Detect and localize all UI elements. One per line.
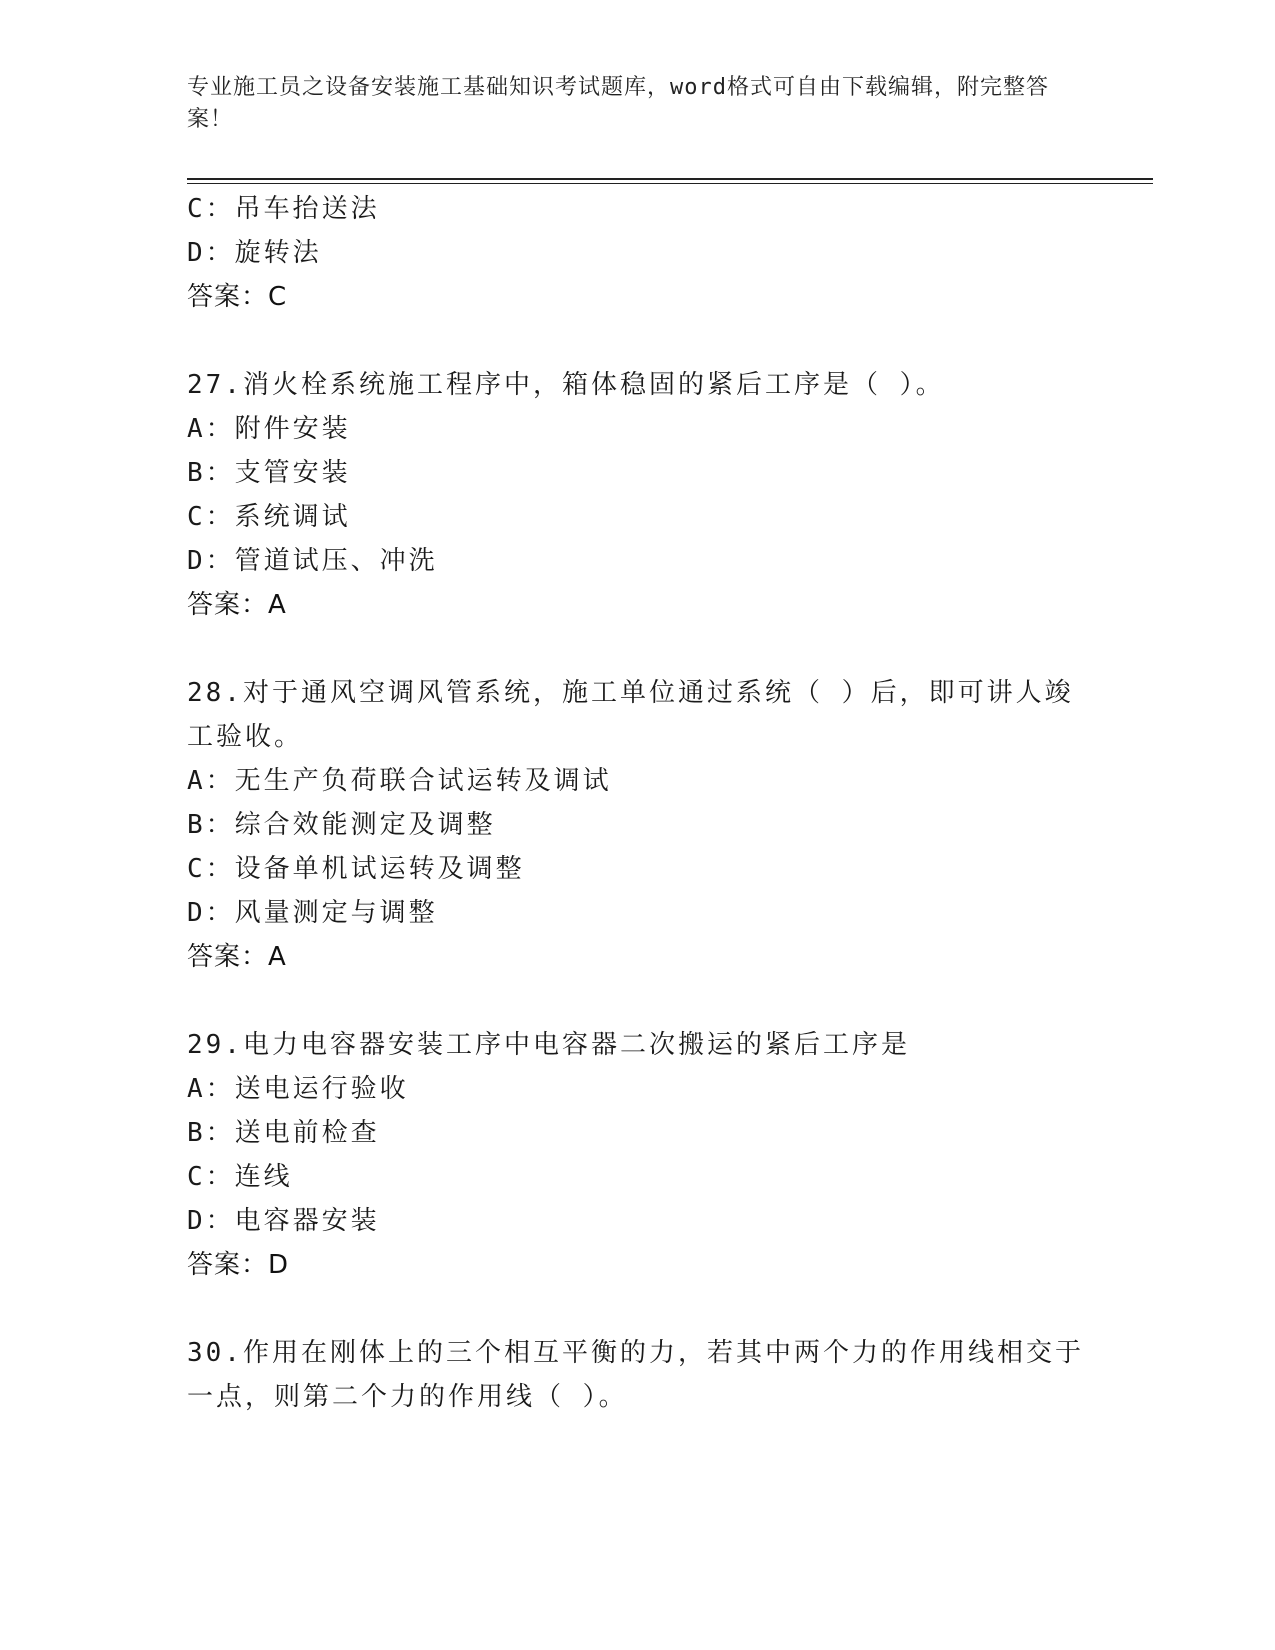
q29-option-a: A：送电运行验收 [187,1074,409,1104]
header-divider-thick [187,178,1153,180]
q26-answer: 答案：C [187,282,288,312]
q27-stem: 27.消火栓系统施工程序中，箱体稳固的紧后工序是（ ）。 [187,370,945,400]
q28-option-d: D：风量测定与调整 [187,898,438,928]
q29-option-c: C：连线 [187,1162,293,1192]
q28-option-c: C：设备单机试运转及调整 [187,854,525,884]
q27-option-b: B：支管安装 [187,458,351,488]
q27-option-d: D：管道试压、冲洗 [187,546,438,576]
q29-answer: 答案：D [187,1250,290,1280]
q26-option-c: C：吊车抬送法 [187,194,380,224]
q27-option-a: A：附件安装 [187,414,351,444]
q28-stem-line1: 28.对于通风空调风管系统，施工单位通过系统（ ）后，即可讲人竣 [187,678,1074,708]
q28-stem-line2: 工验收。 [187,722,304,752]
q29-option-b: B：送电前检查 [187,1118,380,1148]
q26-option-d: D：旋转法 [187,238,322,268]
q27-answer: 答案：A [187,590,287,620]
document-header: 专业施工员之设备安装施工基础知识考试题库，word格式可自由下载编辑，附完整答案！ [187,75,1049,132]
q28-option-b: B：综合效能测定及调整 [187,810,496,840]
q28-answer: 答案：A [187,942,287,972]
q27-option-c: C：系统调试 [187,502,351,532]
q30-stem-line2: 一点，则第二个力的作用线（ ）。 [187,1382,628,1412]
q29-stem: 29.电力电容器安装工序中电容器二次搬运的紧后工序是 [187,1030,910,1060]
q30-stem-line1: 30.作用在刚体上的三个相互平衡的力，若其中两个力的作用线相交于 [187,1338,1084,1368]
q29-option-d: D：电容器安装 [187,1206,380,1236]
q28-option-a: A：无生产负荷联合试运转及调试 [187,766,612,796]
header-divider-thin [187,183,1153,184]
